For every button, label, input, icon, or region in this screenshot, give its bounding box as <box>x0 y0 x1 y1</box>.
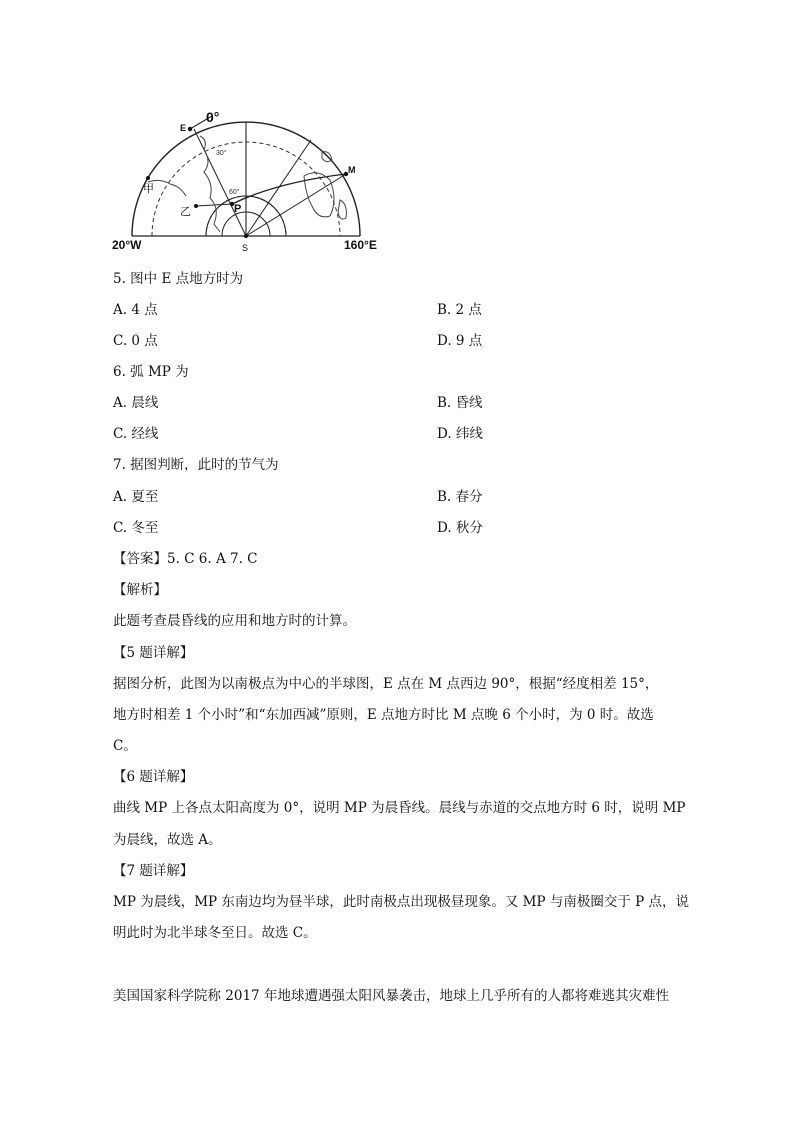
q5-detail-heading: 【5 题详解】 <box>113 645 194 661</box>
analysis-intro: 此题考查晨昏线的应用和地方时的计算。 <box>113 613 356 629</box>
label-e: E <box>180 123 187 133</box>
question-7-option-b: B. 春分 <box>437 489 483 505</box>
q6-detail-heading: 【6 题详解】 <box>113 769 194 785</box>
label-lat60: 60° <box>229 189 240 196</box>
point-e <box>188 127 192 131</box>
q7-detail-heading: 【7 题详解】 <box>113 863 194 879</box>
question-7-option-c: C. 冬至 <box>113 520 159 536</box>
label-lat30: 30° <box>216 150 227 157</box>
question-5-stem: 5. 图中 E 点地方时为 <box>113 271 244 287</box>
label-jia: 甲 <box>143 183 154 195</box>
analysis-heading: 【解析】 <box>113 582 167 598</box>
label-west: 20°W <box>112 238 142 252</box>
answer-line: 【答案】5. C 6. A 7. C <box>113 551 258 567</box>
q5-detail-line-1: 据图分析，此图为以南极点为中心的半球图，E 点在 M 点西边 90°，根据“经度相差 15°， <box>113 676 659 692</box>
next-paragraph: 美国国家科学院称 2017 年地球遭遇强太阳风暴袭击，地球上几乎所有的人都将难逃其灾难性 <box>113 988 669 1004</box>
q6-detail-line-1: 曲线 MP 上各点太阳高度为 0°，说明 MP 为晨昏线。晨线与赤道的交点地方时 6 时，说明 MP <box>113 800 686 816</box>
label-east: 160°E <box>344 238 377 252</box>
label-zero: 0° <box>206 109 220 125</box>
question-6-option-c: C. 经线 <box>113 426 159 442</box>
label-p: P <box>234 203 242 215</box>
question-7-stem: 7. 据图判断，此时的节气为 <box>113 457 279 473</box>
label-s: S <box>242 243 249 253</box>
question-7-option-a: A. 夏至 <box>113 489 159 505</box>
question-7-option-d: D. 秋分 <box>437 520 483 536</box>
q7-detail-line-2: 明此时为北半球冬至日。故选 C。 <box>113 925 317 941</box>
label-m: M <box>348 165 356 175</box>
point-s <box>244 234 248 238</box>
question-5-option-c: C. 0 点 <box>113 333 158 349</box>
q6-detail-line-2: 为晨线，故选 A。 <box>113 832 222 848</box>
point-jia <box>146 176 150 180</box>
question-6-option-d: D. 纬线 <box>437 426 483 442</box>
question-6-option-b: B. 昏线 <box>437 395 483 411</box>
question-5-option-a: A. 4 点 <box>113 302 158 318</box>
question-5-option-d: D. 9 点 <box>437 333 483 349</box>
label-yi: 乙 <box>180 206 191 218</box>
point-yi <box>194 204 198 208</box>
q7-detail-line-1: MP 为晨线，MP 东南边均为昼半球，此时南极点出现极昼现象。又 MP 与南极圈交于 P 点，说 <box>113 894 690 910</box>
polar-hemisphere-figure <box>108 100 398 260</box>
question-6-option-a: A. 晨线 <box>113 395 159 411</box>
q5-detail-line-2: 地方时相差 1 个小时”和“东加西减”原则，E 点地方时比 M 点晚 6 个小时，为 0 时。故选 <box>113 707 654 723</box>
q5-detail-line-3: C。 <box>113 738 137 754</box>
question-5-option-b: B. 2 点 <box>437 302 482 318</box>
question-6-stem: 6. 弧 MP 为 <box>113 364 189 380</box>
